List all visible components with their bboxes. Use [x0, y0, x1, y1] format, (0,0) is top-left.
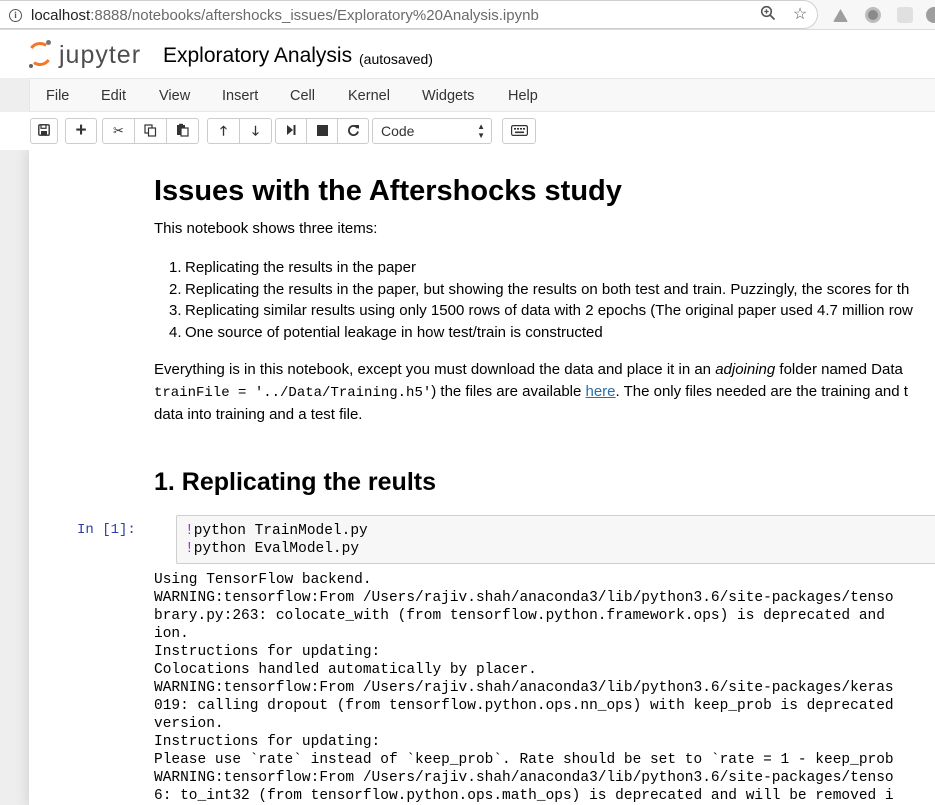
- menu-widgets[interactable]: Widgets: [422, 88, 475, 104]
- intro-text: This notebook shows three items:: [154, 220, 378, 237]
- list-item: 3. Replicating similar results using only 1500 rows of data with 2 epochs (The original paper used 4.7 million row: [169, 302, 913, 320]
- browser-address-bar: [0, 0, 935, 30]
- extension-circle-icon[interactable]: [865, 7, 881, 23]
- arrow-down-icon: 🡓: [252, 123, 259, 138]
- jupyter-logo[interactable]: [26, 39, 146, 71]
- items-list: [169, 257, 913, 344]
- drive-extension-icon[interactable]: [833, 9, 848, 22]
- select-arrows-icon: ▲ ▼: [477, 122, 485, 140]
- stop-icon: [317, 125, 328, 136]
- cell-prompt: In [1]:: [77, 522, 136, 538]
- logo-dot-icon: [29, 64, 33, 68]
- zoom-icon[interactable]: [758, 5, 778, 25]
- menu-cell[interactable]: Cell: [290, 88, 315, 104]
- save-icon: [38, 124, 50, 136]
- command-palette-button[interactable]: [502, 118, 536, 144]
- scissors-icon: ✂: [113, 123, 124, 138]
- jupyter-header: [0, 30, 935, 78]
- logo-text: jupyter: [59, 41, 142, 69]
- paragraph-line: data into training and a test file.: [154, 406, 363, 423]
- paragraph-line: Everything is in this notebook, except you must download the data and place it in an adjoining folder named Data: [154, 361, 903, 378]
- list-item: 1. Replicating the results in the paper: [169, 259, 416, 276]
- list-item: 4. One source of potential leakage in how test/train is constructed: [169, 324, 603, 342]
- inline-code: trainFile = '../Data/Training.h5': [154, 385, 432, 401]
- extension-square-icon[interactable]: [897, 7, 913, 23]
- cell-type-value: Code: [381, 123, 415, 139]
- arrow-up-icon: 🡑: [220, 123, 227, 138]
- bookmark-star-icon[interactable]: ☆: [792, 6, 808, 23]
- data-link[interactable]: here: [585, 383, 616, 400]
- code-cell-input[interactable]: [176, 515, 935, 564]
- move-up-button[interactable]: [207, 118, 240, 144]
- save-button[interactable]: [30, 118, 58, 144]
- restart-button[interactable]: [337, 118, 369, 144]
- menu-file[interactable]: File: [46, 88, 70, 104]
- menu-insert[interactable]: Insert: [222, 88, 259, 104]
- autosave-status: (autosaved): [359, 51, 433, 67]
- cell-type-select[interactable]: [372, 118, 492, 144]
- paragraph-line: trainFile = '../Data/Training.h5') the files are available here. The only files needed are the training and t: [154, 383, 908, 401]
- code-text[interactable]: !python TrainModel.py !python EvalModel.py: [185, 523, 368, 557]
- copy-button[interactable]: [134, 118, 167, 144]
- cut-button[interactable]: [102, 118, 135, 144]
- menubar: [29, 78, 935, 112]
- url-text[interactable]: [31, 7, 539, 24]
- notebook-page: [29, 150, 935, 805]
- menu-kernel[interactable]: Kernel: [348, 88, 390, 104]
- move-down-button[interactable]: [239, 118, 272, 144]
- menu-edit[interactable]: Edit: [101, 88, 126, 104]
- url-field[interactable]: [0, 0, 818, 29]
- heading-2: 1. Replicating the reults: [154, 468, 437, 496]
- heading-1: Issues with the Aftershocks study: [154, 175, 622, 207]
- url-host: localhost: [31, 7, 91, 24]
- run-button[interactable]: [275, 118, 307, 144]
- insert-cell-button[interactable]: [65, 118, 97, 144]
- menu-view[interactable]: View: [159, 88, 191, 104]
- move-button-group: [207, 118, 272, 144]
- edit-button-group: [102, 118, 199, 144]
- menu-help[interactable]: Help: [508, 88, 538, 104]
- interrupt-button[interactable]: [306, 118, 338, 144]
- step-forward-icon: [285, 124, 297, 136]
- run-button-group: [275, 118, 369, 144]
- notebook-area: [0, 150, 935, 805]
- plus-icon: +: [75, 120, 87, 141]
- refresh-icon: [347, 124, 360, 137]
- url-path: :8888/notebooks/aftershocks_issues/Exploratory%20Analysis.ipynb: [90, 7, 539, 24]
- toolbar: [0, 112, 935, 150]
- cell-output: Using TensorFlow backend. WARNING:tensorflow:From /Users/rajiv.shah/anaconda3/lib/python3.6/site-packages/tenso brary.py:263: colocate_with (from tensorflow.python.framework.ops) is deprecated and ion. Instructions for updating: Colocations handled automatically by placer. WARNING:tensorflow:From /Users/rajiv.shah/anaconda3/lib/python3.6/site-packages/keras 019: calling dropout (from tensorflow.python.ops.nn_ops) with keep_prob is deprecated version. Instructions for updating: Please use `rate` instead of `keep_prob`. Rate should be set to `rate = 1 - keep_prob WARNING:tensorflow:From /Users/rajiv.shah/anaconda3/lib/python3.6/site-packages/tenso 6: to_int32 (from tensorflow.python.ops.math_ops) is deprecated and will be removed i: [154, 572, 894, 804]
- copy-icon: [144, 124, 157, 137]
- paste-button[interactable]: [166, 118, 199, 144]
- extension-partial-icon[interactable]: [926, 7, 935, 23]
- notebook-title[interactable]: Exploratory Analysis: [163, 44, 353, 67]
- logo-dot-icon: [46, 40, 51, 45]
- info-icon[interactable]: i: [9, 9, 22, 22]
- list-item: 2. Replicating the results in the paper, but showing the results on both test and train. Puzzingly, the scores for th: [169, 280, 910, 298]
- paste-icon: [176, 123, 189, 137]
- keyboard-icon: [511, 125, 528, 136]
